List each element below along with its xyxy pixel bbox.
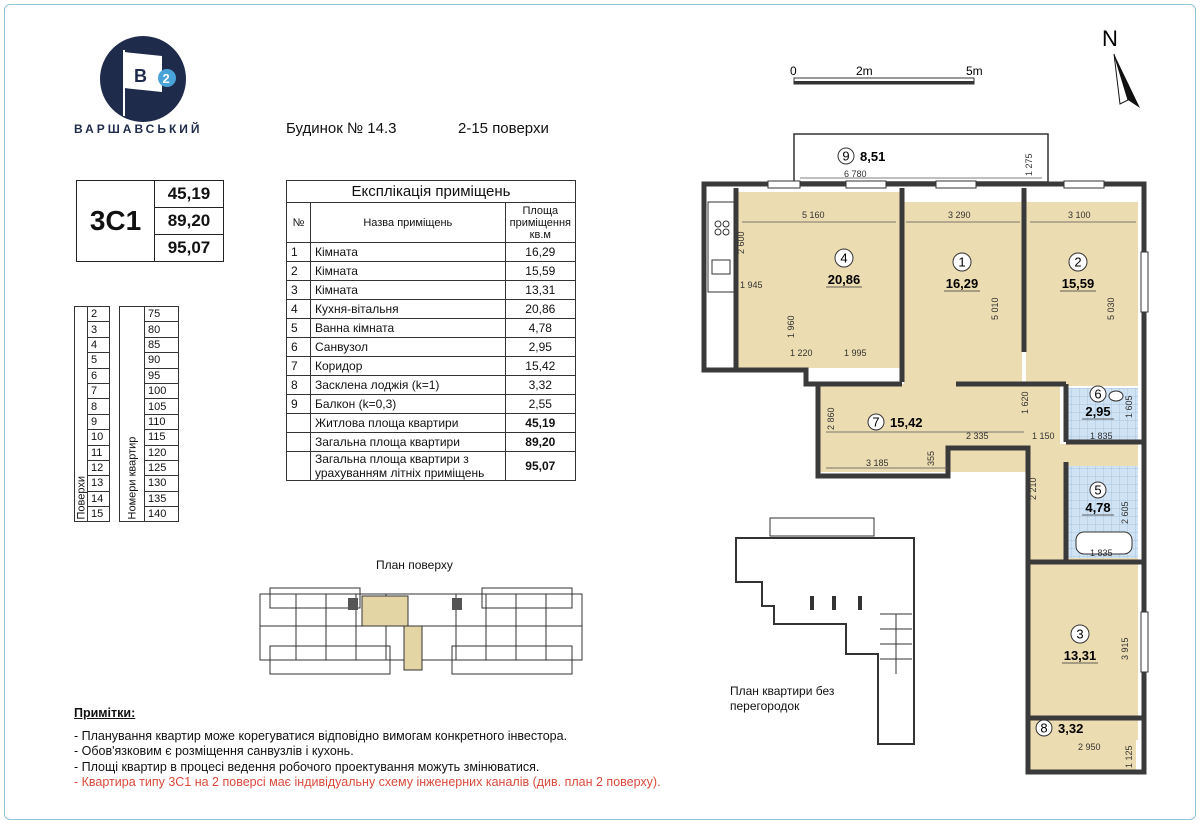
note-item: - Обов'язковим є розміщення санвузлів і кухонь. bbox=[74, 744, 354, 758]
total-area: 45,19 bbox=[505, 414, 575, 433]
room-number-3: 3 bbox=[1076, 626, 1084, 642]
floor-number: 4 bbox=[88, 337, 110, 352]
row-no: 8 bbox=[287, 376, 311, 395]
dim-room4-width: 5 160 bbox=[802, 210, 825, 220]
apt-number: 135 bbox=[145, 491, 179, 506]
brand-logo bbox=[100, 36, 186, 122]
row-name: Ванна кімната bbox=[311, 319, 506, 338]
apt-number: 120 bbox=[145, 445, 179, 460]
row-name: Кухня-вітальня bbox=[311, 300, 506, 319]
floor-plan-thumbnail bbox=[256, 580, 586, 680]
dim-balcony-width: 6 780 bbox=[844, 169, 867, 179]
row-area: 15,42 bbox=[505, 357, 575, 376]
apt-number: 100 bbox=[145, 383, 179, 398]
col-area: Площа приміщення кв.м bbox=[505, 203, 575, 243]
room-number-1: 1 bbox=[958, 254, 966, 270]
dim-room4-a: 1 945 bbox=[740, 280, 763, 290]
floor-number: 11 bbox=[88, 445, 110, 460]
explication-row bbox=[287, 300, 576, 319]
room-number-8: 8 bbox=[1040, 720, 1048, 736]
row-name: Кімната bbox=[311, 262, 506, 281]
dim-loggia-width: 2 950 bbox=[1078, 742, 1101, 752]
explication-total-row bbox=[287, 414, 576, 433]
row-area: 20,86 bbox=[505, 300, 575, 319]
scale-bar bbox=[780, 58, 990, 90]
svg-text:B: B bbox=[134, 66, 147, 86]
row-no: 9 bbox=[287, 395, 311, 414]
floor-number: 13 bbox=[88, 476, 110, 491]
dim-loggia-height: 1 125 bbox=[1124, 745, 1134, 768]
total-area-summer: 95,07 bbox=[167, 238, 211, 257]
explication-row bbox=[287, 357, 576, 376]
room-area-7: 15,42 bbox=[890, 415, 923, 430]
dim-corridor-b: 1 150 bbox=[1032, 431, 1055, 441]
floor-number: 2 bbox=[88, 307, 110, 322]
dim-corridor-c: 1 620 bbox=[1020, 391, 1030, 414]
room-area-2: 15,59 bbox=[1061, 276, 1095, 291]
room-area-9: 8,51 bbox=[860, 149, 886, 164]
explication-row bbox=[287, 395, 576, 414]
apt-number: 110 bbox=[145, 414, 179, 429]
note-item: - Площі квартир в процесі ведення робочого проектування можуть змінюватися. bbox=[74, 759, 540, 774]
dim-corridor-a: 2 335 bbox=[966, 431, 989, 441]
dim-room4-b: 1 960 bbox=[786, 315, 796, 338]
row-name: Засклена лоджія (k=1) bbox=[311, 376, 506, 395]
row-no: 2 bbox=[287, 262, 311, 281]
apt-number: 95 bbox=[145, 368, 179, 383]
total-area: 89,20 bbox=[505, 433, 575, 452]
row-area: 3,32 bbox=[505, 376, 575, 395]
explication-row bbox=[287, 281, 576, 300]
dim-bath-width: 1 835 bbox=[1090, 548, 1113, 558]
room-number-4: 4 bbox=[840, 250, 848, 266]
room-number-9: 9 bbox=[842, 148, 850, 164]
room-area-5: 4,78 bbox=[1085, 500, 1111, 515]
dim-room2-width: 3 100 bbox=[1068, 210, 1091, 220]
dim-corridor-width: 3 185 bbox=[866, 458, 889, 468]
floor-number: 10 bbox=[88, 430, 110, 445]
row-area: 13,31 bbox=[505, 281, 575, 300]
apt-number: 105 bbox=[145, 399, 179, 414]
floors-label: Поверхи bbox=[75, 307, 88, 522]
scale-end: 5m bbox=[966, 64, 983, 78]
north-arrow-icon bbox=[1098, 24, 1148, 114]
apartment-floor-plan bbox=[696, 132, 1156, 782]
col-no: № bbox=[287, 203, 311, 243]
row-name: Балкон (k=0,3) bbox=[311, 395, 506, 414]
floor-row bbox=[75, 307, 179, 322]
room-number-2: 2 bbox=[1074, 254, 1082, 270]
row-area: 15,59 bbox=[505, 262, 575, 281]
building-floors: 2-15 поверхи bbox=[458, 120, 549, 137]
floor-number: 15 bbox=[88, 507, 110, 522]
row-name: Коридор bbox=[311, 357, 506, 376]
row-no: 6 bbox=[287, 338, 311, 357]
scale-mid: 2m bbox=[856, 64, 873, 78]
total-name: Загальна площа квартири з урахуванням літніх приміщень bbox=[311, 452, 506, 481]
col-name: Назва приміщень bbox=[311, 203, 506, 243]
row-no: 3 bbox=[287, 281, 311, 300]
row-no: 4 bbox=[287, 300, 311, 319]
dim-room4-d: 1 995 bbox=[844, 348, 867, 358]
apt-number: 130 bbox=[145, 476, 179, 491]
apt-number: 140 bbox=[145, 507, 179, 522]
floor-number: 12 bbox=[88, 460, 110, 475]
scale-zero: 0 bbox=[790, 64, 797, 78]
floor-plan-label: План поверху bbox=[376, 558, 453, 572]
highlighted-apartment bbox=[362, 596, 408, 626]
north-label: N bbox=[1102, 26, 1118, 51]
floor-number: 5 bbox=[88, 353, 110, 368]
dim-hall: 2 210 bbox=[1028, 477, 1038, 500]
room-area-6: 2,95 bbox=[1085, 404, 1111, 419]
apartment-type-code: 3С1 bbox=[77, 181, 155, 261]
floor-number: 3 bbox=[88, 322, 110, 337]
notes-title: Примітки: bbox=[74, 706, 136, 720]
row-no: 1 bbox=[287, 243, 311, 262]
dim-corridor-height: 2 860 bbox=[826, 407, 836, 430]
explication-table bbox=[286, 180, 576, 481]
dim-room4-height: 2 600 bbox=[736, 231, 746, 254]
room-area-4: 20,86 bbox=[827, 272, 861, 287]
total-area: 95,07 bbox=[505, 452, 575, 481]
room-number-7: 7 bbox=[872, 414, 880, 430]
floor-number: 7 bbox=[88, 383, 110, 398]
row-name: Кімната bbox=[311, 281, 506, 300]
note-warning: - Квартира типу 3С1 на 2 поверсі має індивідуальну схему інженерних каналів (див. план 2 поверху). bbox=[74, 775, 661, 789]
apt-number: 80 bbox=[145, 322, 179, 337]
apt-number: 125 bbox=[145, 460, 179, 475]
explication-total-row bbox=[287, 452, 576, 481]
building-title: Будинок № 14.3 bbox=[286, 120, 397, 137]
total-name: Житлова площа квартири bbox=[311, 414, 506, 433]
explication-row bbox=[287, 262, 576, 281]
row-area: 4,78 bbox=[505, 319, 575, 338]
brand-name: ВАРШАВСЬКИЙ bbox=[74, 122, 203, 136]
dim-balcony-height: 1 275 bbox=[1024, 153, 1034, 176]
room-area-3: 13,31 bbox=[1063, 648, 1097, 663]
row-name: Санвузол bbox=[311, 338, 506, 357]
row-area: 2,55 bbox=[505, 395, 575, 414]
dim-room3-height: 3 915 bbox=[1120, 637, 1130, 660]
empty-plan-label: План квартири без перегородок bbox=[730, 684, 835, 713]
apt-number: 90 bbox=[145, 353, 179, 368]
row-no: 7 bbox=[287, 357, 311, 376]
floor-number: 8 bbox=[88, 399, 110, 414]
explication-row bbox=[287, 243, 576, 262]
dim-room1-width: 3 290 bbox=[948, 210, 971, 220]
dim-bath-height: 2 605 bbox=[1120, 501, 1130, 524]
row-no: 5 bbox=[287, 319, 311, 338]
living-area: 45,19 bbox=[155, 181, 223, 208]
total-name: Загальна площа квартири bbox=[311, 433, 506, 452]
room-area-1: 16,29 bbox=[945, 276, 979, 291]
dim-wc-height: 1 605 bbox=[1124, 395, 1134, 418]
row-name: Кімната bbox=[311, 243, 506, 262]
apt-number: 75 bbox=[145, 307, 179, 322]
svg-text:2: 2 bbox=[162, 71, 170, 86]
dim-corridor-s: 355 bbox=[926, 450, 936, 466]
note-item: - Планування квартир може корегуватися відповідно вимогам конкретного інвестора. bbox=[74, 728, 568, 743]
explication-total-row bbox=[287, 433, 576, 452]
dim-room2-height: 5 030 bbox=[1106, 297, 1116, 320]
floor-number: 6 bbox=[88, 368, 110, 383]
floor-number: 14 bbox=[88, 491, 110, 506]
room-area-8: 3,32 bbox=[1058, 721, 1084, 736]
floor-number: 9 bbox=[88, 414, 110, 429]
explication-row bbox=[287, 376, 576, 395]
flag-icon bbox=[100, 36, 186, 122]
dim-room4-c: 1 220 bbox=[790, 348, 813, 358]
explication-title: Експлікація приміщень bbox=[287, 181, 576, 203]
dim-wc-width: 1 835 bbox=[1090, 431, 1113, 441]
notes-block bbox=[74, 706, 661, 791]
dim-room1-height: 5 010 bbox=[990, 297, 1000, 320]
apt-number: 85 bbox=[145, 337, 179, 352]
apt-numbers-label: Номери квартир bbox=[120, 307, 145, 522]
row-area: 2,95 bbox=[505, 338, 575, 357]
row-area: 16,29 bbox=[505, 243, 575, 262]
total-area: 89,20 bbox=[155, 208, 223, 235]
explication-row bbox=[287, 338, 576, 357]
floors-table bbox=[74, 306, 179, 522]
explication-row bbox=[287, 319, 576, 338]
apartment-type-box bbox=[76, 180, 224, 262]
apt-number: 115 bbox=[145, 430, 179, 445]
room-number-5: 5 bbox=[1094, 482, 1102, 498]
room-number-6: 6 bbox=[1094, 386, 1102, 402]
